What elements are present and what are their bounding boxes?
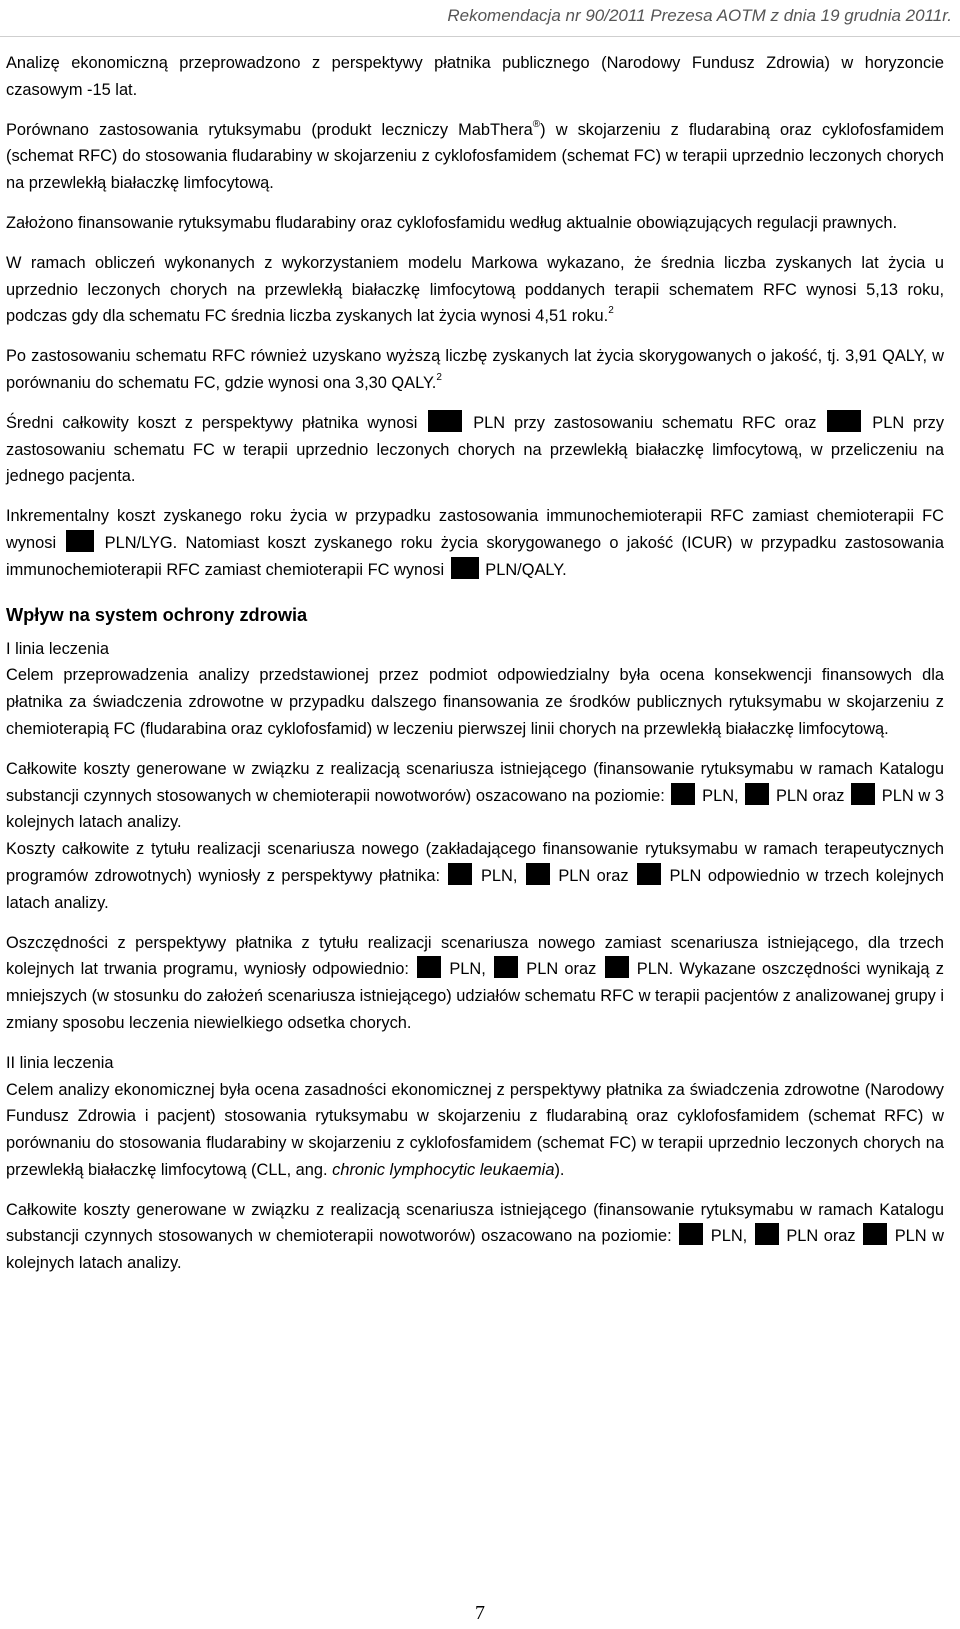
footnote-ref: 2: [436, 371, 442, 383]
subsection-label-second-line: II linia leczenia: [6, 1053, 114, 1072]
redacted-value: [679, 1223, 703, 1245]
redacted-value: [851, 783, 875, 805]
subsection-label-first-line: I linia leczenia: [6, 639, 109, 658]
paragraph-analysis-perspective: Analizę ekonomiczną przeprowadzono z perspektywy płatnika publicznego (Narodowy Fundusz Zdrowia) w horyzoncie czasowym -15 lat.: [6, 54, 944, 99]
paragraph-financing-assumption: Założono finansowanie rytuksymabu fludarabiny oraz cyklofosfamidu według aktualnie obowiązujących regulacji prawnych.: [6, 213, 898, 232]
redacted-value: [637, 863, 661, 885]
paragraph-average-cost: Średni całkowity koszt z perspektywy płatnika wynosi PLN przy zastosowaniu schematu RFC oraz PLN przy zastosowaniu schematu FC w terapii uprzednio leczonych chorych na przewlekłą białaczkę limfocytową, w przeliczeniu na jednego pacjenta.: [6, 410, 944, 490]
paragraph-comparison: Porównano zastosowania rytuksymabu (produkt leczniczy MabThera®) w skojarzeniu z fludarabiną oraz cyklofosfamidem (schemat RFC) do stosowania fludarabiny w skojarzeniu z cyklofosfamidem (schemat FC) w terapii uprzednio leczonych chorych na przewlekłą białaczkę limfocytową.: [6, 118, 944, 193]
paragraph-second-line-goal: Celem analizy ekonomicznej była ocena zasadności ekonomicznej z perspektywy płatnika za świadczenia zdrowotne (Narodowy Fundusz Zdrowia i pacjent) stosowania rytuksymabu w skojarzeniu z fludarabiną oraz cyklofosfamidem (schemat RFC) w porównaniu do stosowania fludarabiny w skojarzeniu z cyklofosfamidem (schemat FC) w terapii uprzednio leczonych chorych na przewlekłą białaczkę limfocytową (CLL, ang. chronic lymphocytic leukaemia).: [6, 1080, 944, 1179]
redacted-value: [745, 783, 769, 805]
document-body: [6, 50, 944, 1290]
registered-mark: ®: [532, 118, 541, 130]
redacted-value: [755, 1223, 779, 1245]
page-number: 7: [475, 1602, 485, 1624]
redacted-value: [451, 557, 479, 579]
redacted-value: [827, 410, 861, 432]
redacted-value: [863, 1223, 887, 1245]
paragraph-markov-results: W ramach obliczeń wykonanych z wykorzystaniem modelu Markowa wykazano, że średnia liczba zyskanych lat życia u uprzednio leczonych chorych na przewlekłą białaczkę limfocytową poddanych terapii schematem RFC wynosi 5,13 roku, podczas gdy dla schematu FC średnia liczba zyskanych lat życia wynosi 4,51 roku.$^2$: [6, 253, 944, 326]
paragraph-first-line-existing-costs: Całkowite koszty generowane w związku z realizacją scenariusza istniejącego (finansowanie rytuksymabu w ramach Katalogu substancji czynnych stosowanych w chemioterapii nowotworów) oszacowano na poziomie: PLN, PLN oraz PLN w 3 kolejnych latach analizy.: [6, 759, 944, 832]
paragraph-first-line-goal: Celem przeprowadzenia analizy przedstawionej przez podmiot odpowiedzialny była ocena konsekwencji finansowych dla płatnika za świadczenia zdrowotne w przypadku dalszego finansowania ze środków publicznych rytuksymabu w skojarzeniu z chemioterapią FC (fludarabina oraz cyklofosfamid) w leczeniu pierwszej linii chorych na przewlekłą białaczkę limfocytową.: [6, 666, 944, 738]
paragraph-qaly-results: Po zastosowaniu schematu RFC również uzyskano wyższą liczbę zyskanych lat życia skorygowanych o jakość, tj. 3,91 QALY, w porównaniu do schematu FC, gdzie wynosi ona 3,30 QALY.$^2$: [6, 347, 944, 392]
redacted-value: [526, 863, 550, 885]
redacted-value: [605, 956, 629, 978]
paragraph-incremental-cost: Inkrementalny koszt zyskanego roku życia w przypadku zastosowania immunochemioterapii RFC zamiast chemioterapii FC wynosi PLN/LYG. Natomiast koszt zyskanego roku życia skorygowanego o jakość (ICUR) w przypadku zastosowania immunochemioterapii RFC zamiast chemioterapii FC wynosi PLN/QALY.: [6, 507, 945, 579]
paragraph-second-line-existing-costs: Całkowite koszty generowane w związku z realizacją scenariusza istniejącego (finansowanie rytuksymabu w ramach Katalogu substancji czynnych stosowanych w chemioterapii nowotworów) oszacowano na poziomie: PLN, PLN oraz PLN w kolejnych latach analizy.: [6, 1200, 944, 1273]
redacted-value: [671, 783, 695, 805]
page-header: [0, 0, 960, 37]
section-heading: Wpływ na system ochrony zdrowia: [6, 604, 308, 625]
footnote-ref: 2: [608, 305, 614, 317]
paragraph-first-line-savings: Oszczędności z perspektywy płatnika z tytułu realizacji scenariusza nowego zamiast scenariusza istniejącego, dla trzech kolejnych lat trwania programu, wyniosły odpowiednio: PLN, PLN oraz PLN. Wykazane oszczędności wynikają z mniejszych (w stosunku do założeń scenariusza istniejącego) udziałów schematu RFC w terapii pacjentów z analizowanej grupy i zmiany sposobu leczenia niewielkiego odsetka chorych.: [6, 933, 944, 1032]
redacted-value: [494, 956, 518, 978]
paragraph-first-line-new-costs: Koszty całkowite z tytułu realizacji scenariusza nowego (zakładającego finansowanie rytuksymabu w ramach terapeutycznych programów zdrowotnych) wyniosły z perspektywy płatnika: PLN, PLN oraz PLN odpowiednio w trzech kolejnych latach analizy.: [6, 840, 945, 912]
redacted-value: [417, 956, 441, 978]
header-title: Rekomendacja nr 90/2011 Prezesa AOTM z dnia 19 grudnia 2011r.: [447, 6, 952, 25]
redacted-value: [66, 530, 94, 552]
italic-term: chronic lymphocytic leukaemia: [332, 1160, 555, 1179]
redacted-value: [428, 410, 462, 432]
redacted-value: [448, 863, 472, 885]
